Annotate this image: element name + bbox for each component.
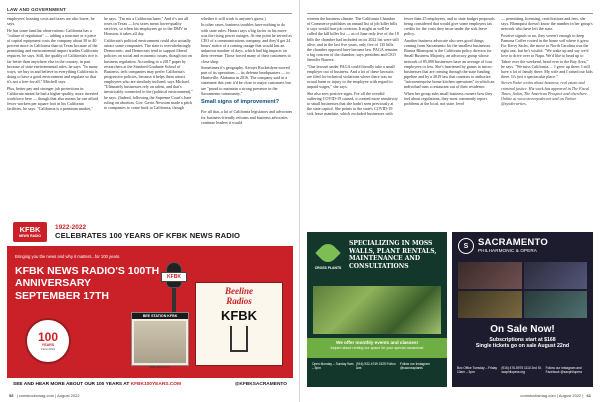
social: Follow our Instagram @sacrossplants [400,362,430,371]
events-line: We offer monthly events and classes! [335,340,419,345]
article-column-2 [404,16,496,244]
paragraph: — permitting, licensing, certifications and fees, she says. Blomquist doesn't know the number in her group's network who have left the state. [501,16,593,32]
paragraph: wereon the business climate. The California Chamber of Commerce publishes an annual list of job killer bills it says would hurt job creation. It might as well be called the kill killer list — as of June only five of the 18 bills the chamber had included on its 2022 list were still alive, and in the last five years, only five of 135 bills the chamber opposed have become law. PAGA remains a big concern of the chamber, says president and CEO Jennifer Barrera. [307,16,399,63]
author-bio: Steven Yoder writes about business, real estate and criminal justice. His work has appeared in The Fiscal Times, Salon, The American Prospect and elsewhere. Online at www.stevenyoder.net and on Twitter @syoderwrites. [501,80,590,107]
paragraph: California's political environment could also actually attract some companies. The state is overwhelmingly Democratic, and Democrats tend to support liberal policies on social and economic issues, though not on business regulation. According to a 2017 paper by researchers at the Stanford Graduate School of Business, tech companies may prefer California's progressive policies, because it helps them attract employees who are similarly inclined, says Michael. "Ultimately businesses rely on talent, and that's inextricably connected to the (political environment)," he says. (Indeed, following the Supreme Court's June ruling on abortion, Gov. Gavin Newsom made a pitch to companies to come back to California, though [104,37,193,110]
paragraph: Positive signals or no, they weren't enough to keep Pamona Coffee rooted in the home soil where it grew. For Kerry Sachs, the move to North Carolina was the right one, but he's wistful. "We wake up and say we'd love to drive over to Napa. We'd like to head up to Tahoe over the weekend, head over to the Bay Area," he says. "We miss California. ... I grew up there. I still have a lot of family there. My wife and I raised our kids there. It's just a spectacular place." [501,32,593,80]
kfbk-logo [13,222,47,242]
article-column-1 [307,16,399,244]
page-folio-left: 58 | comstocksmag.com | August 2022 [9,393,80,398]
paragraph: fewer than 25 employees, and to state budget proposals being considered that would give some employers tax credits for the costs they incur under the sick leave policy. [404,16,495,37]
paragraph: For all that, a lot of California legislators and advocates for business-friendly reforms and business advocates continue leaders it would [201,109,293,125]
contact: (916) 932-4749 1525 Fulton Ave. [356,362,396,371]
right-article-columns [307,16,593,244]
paragraph: employees' housing costs and taxes are also lower, he says. [7,16,95,27]
cross-plants-advertisement[interactable] [307,232,447,387]
kfbk-headline: KFBK NEWS RADIO'S 100TH ANNIVERSARY [15,265,160,289]
sale-block [452,324,593,349]
contact: (916) 476-5975 1110 2nd St. sacphilopera.org [501,366,542,375]
bee-station-photo [131,312,189,369]
left-article-columns [7,16,293,216]
station-sign: BEE STATION KFBK [132,313,188,319]
page-number: 58 [9,393,14,398]
ad-info-row [311,362,443,370]
philharmonic-emblem-icon: S [458,238,474,254]
performer-photo [458,291,522,318]
box-office: Box Office Tuesday – Friday 10am – 3pm [457,366,497,375]
rental-line: Inquire about renting our space for your special occasions! [330,346,424,350]
folio-issue: August 2022 [558,393,582,398]
kfbk-cta: SEE AND HEAR MORE ABOUT OUR 100 YEARS AT [13,381,130,387]
ad-events-bar [307,338,447,358]
radio-tower-icon [230,326,248,352]
article-column-3 [201,16,293,216]
kfbk-logo-sub: NEWS RADIO [18,234,42,238]
header-rule [7,13,292,14]
beeline-radios-poster [195,282,283,366]
single-ticket-line: Single tickets go on sale August 22nd [475,343,570,349]
header-rule [307,13,593,14]
performer-photos [458,262,587,318]
paragraph: "One lawsuit under PAGA could literally take a small employer out of business. And a lot of these lawsuits are filed for technical violations where there was no actual harm or injury to the employee with regard to unpaid wages," she says. [307,63,395,90]
subheading: Small signs of improvement? [201,98,280,105]
paragraph: He has some familiar observations: California has a "culture of regulation" — adding a structure or a piece of capital equipment costs the company about 30 to 40 percent more in California than in Texas because of the permitting and environmental impact studies California requires, he says. Still, the quality of California's rice is far better than anywhere else in the country, in part because of state environmental rules, he says. "In many ways, we buy in and believe in everything California is doing to have a good environment and regulate so that it's not a free-for-all," Mitchell says. [7,27,98,85]
kfbk-logo-text: KFBK [19,225,41,234]
paragraph: Plus, better pay and stronger job protections in California meant he had a higher-quality, more invested workforce here — though that also means he can afford fewer workers per square foot in his California facilities, he says. "California is a premium market," [7,85,99,112]
phil-name: SACRAMENTO [478,237,548,249]
seal-number: 100 [37,330,59,344]
kfbk-ad-footer [7,378,293,390]
folio-issue: August 2022 [57,393,80,398]
hours: Open Monday – Sunday 9am – 5pm [312,362,354,371]
kfbk-url-link[interactable]: KFBK100YEARS.COM [130,381,182,387]
poster-line-1: Beeline [225,286,253,296]
folio-site: comstocksmag.com [520,393,556,398]
ad-info-row [456,366,589,374]
kfbk-tagline: Bringing you the news and why it matters...for 100 years. [15,254,121,259]
page-folio-right: comstocksmag.com | August 2022 | 61 [520,393,591,398]
kfbk-years: 1922-2022 [55,224,87,231]
kfbk-ad-body [7,248,293,376]
kfbk-social-handle[interactable]: @KFBKSACRAMENTO [234,381,287,387]
paragraph: Sometimes it's geography. Aerojet Rocketdyne moved part of its operations — its defense headquarters — to Huntsville, Alabama in 2016. The company said in a statement this year it'd be close to major customers but are "proud to maintain a strong presence in the Sacramento community." [201,65,291,96]
mic-plate: KFBK [161,272,187,282]
kfbk-ad-header [7,218,293,248]
kfbk-date: SEPTEMBER 17TH [15,290,109,302]
social: Follow our Instagram and Facebook @sacphilopera [545,366,582,375]
ad-tagline: SPECIALIZING IN MOSS WALLS, PLANT RENTALS, MAINTENANCE AND CONSULTATIONS [349,240,437,270]
right-ads-row [307,232,593,392]
paragraph: When her group asks small business owners how they feel about regulations, they most commonly report problems at the local, not state, level [404,90,493,107]
paragraph: In other cases, business troubles have nothing to do with state rules. Hazari says a big factor in his move was the rising power outages. At one point he served as CEO of a communications company, and they'd get 24 hours' notice of a coming outage that would last an unknown number of days, which had big impacts on their revenue. Those forced many of their customers to close shop. [201,22,292,64]
article-column-3 [501,16,593,244]
section-heading: LAW AND GOVERNMENT [7,7,67,12]
kfbk-years-block [55,224,240,240]
sacramento-philharmonic-advertisement[interactable] [452,232,593,387]
leaf-icon [315,240,340,265]
right-page [300,0,600,402]
anniversary-seal-icon [25,318,71,364]
poster-call-letters: KFBK [220,308,258,323]
paragraph: Another business advocate also sees good things coming from Sacramento for the smallest businesses. Bianca Blomquist is the California policy director for Small Business Majority, an advocacy group whose network of 85,000 businesses have an average of four employees or less. She's heartened by grants to micro-businesses that are coming through the state funding pipeline and by a 2019 law that counties to authorize "microenterprise home kitchen operations" in which an individual runs a restaurant out of their residence. [404,37,495,90]
seal-sub: 1922-2022 [40,347,56,351]
page-number: 61 [586,393,591,398]
paragraph: whether it will work is anyone's guess.) [201,16,266,21]
kfbk-cta-block [13,382,181,387]
paragraph: he says. "I'm not a California hater." And it's not all roses in Texas — low taxes mean lower-quality services, so when his employees go to the DMV in Houston, it takes all day. [104,16,189,37]
seal-word: YEARS [41,343,55,347]
station-foot: Ellis Music Co. [150,365,170,369]
logo-name: CROSS PLANTS [314,266,342,270]
paragraph: She also sees positive signs. For all the overdid suffering COVID-19 caused, it created more sensitivity to small businesses that she hadn't seen previously at the state capitol. She points to the state's COVID-19 sick leave mandate, which excluded businesses with [307,90,398,117]
kfbk-advertisement[interactable] [7,218,293,390]
moss-wall-photo [313,286,441,334]
performer-photo [458,262,522,289]
article-column-1 [7,16,99,216]
folio-site: comstocksmag.com [18,393,55,398]
performer-photo [524,262,588,289]
article-column-2 [104,16,196,216]
kfbk-celebration: CELEBRATES 100 YEARS OF KFBK NEWS RADIO [55,231,241,240]
performer-photo [524,291,588,318]
phil-header [458,238,548,254]
sale-headline: On Sale Now! [490,324,555,335]
phil-subname: PHILHARMONIC & OPERA [478,248,537,254]
poster-line-2: Radios [226,296,252,306]
subscription-line: Subscriptions start at $168 [489,337,556,343]
cross-plants-logo [313,240,343,274]
